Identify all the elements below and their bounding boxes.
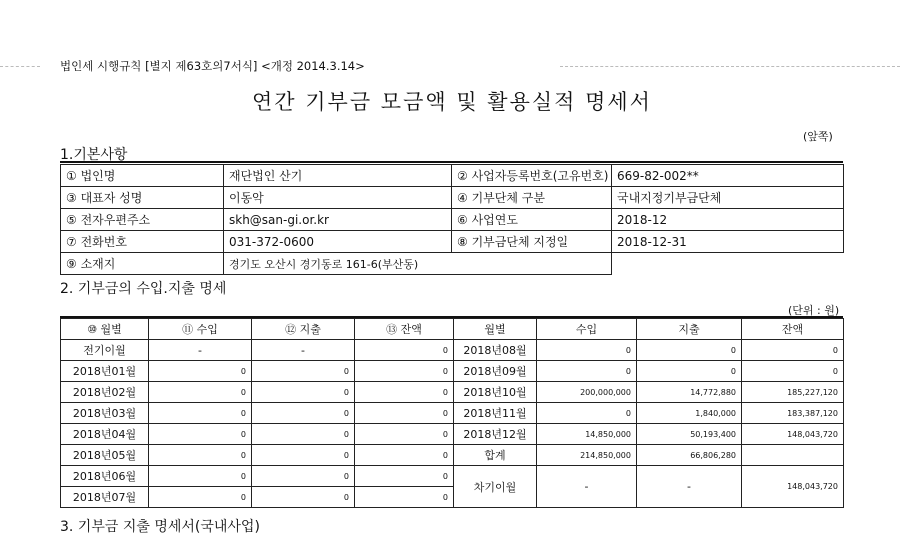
month-cell: 2018년02월: [61, 382, 149, 403]
table-row: [61, 424, 844, 445]
amount-cell: 185,227,120: [742, 382, 844, 403]
amount-cell: 0: [537, 340, 637, 361]
column-header: 수입: [537, 319, 637, 340]
address-value: 경기도 오산시 경기동로 161-6(부산동): [224, 253, 612, 275]
table-row: [61, 403, 844, 424]
amount-cell: 0: [355, 403, 454, 424]
field-value: 국내지정기부금단체: [612, 187, 844, 209]
field-label: ① 법인명: [61, 165, 224, 187]
amount-cell: 0: [149, 382, 252, 403]
amount-cell: 0: [149, 424, 252, 445]
amount-cell: 0: [252, 445, 355, 466]
field-label: ⑧ 기부금단체 지정일: [452, 231, 612, 253]
field-value: 031-372-0600: [224, 231, 452, 253]
carry-next-label: 차기이월: [454, 466, 537, 508]
amount-cell: 66,806,280: [637, 445, 742, 466]
month-cell: 2018년06월: [61, 466, 149, 487]
column-header: 잔액: [742, 319, 844, 340]
amount-cell: [742, 445, 844, 466]
amount-cell: 0: [252, 382, 355, 403]
basic-info-table: [60, 164, 844, 275]
section1-title: 1.기본사항: [60, 147, 128, 163]
month-cell: 2018년10월: [454, 382, 537, 403]
section3-title: 3. 기부금 지출 명세서(국내사업): [60, 519, 260, 535]
law-reference: 법인세 시행규칙 [별지 제63호의7서식] <개정 2014.3.14>: [60, 59, 365, 73]
amount-cell: 200,000,000: [537, 382, 637, 403]
table-row: [61, 340, 844, 361]
amount-cell: 183,387,120: [742, 403, 844, 424]
column-header: ⑪ 수입: [149, 319, 252, 340]
scan-dash-right: [560, 66, 900, 67]
amount-cell: 0: [149, 466, 252, 487]
amount-cell: 214,850,000: [537, 445, 637, 466]
amount-cell: 0: [252, 403, 355, 424]
month-cell: 2018년09월: [454, 361, 537, 382]
column-header: ⑫ 지출: [252, 319, 355, 340]
amount-cell: 0: [355, 424, 454, 445]
amount-cell: 0: [355, 466, 454, 487]
field-value: 재단법인 산기: [224, 165, 452, 187]
field-label: ② 사업자등록번호(고유번호): [452, 165, 612, 187]
field-label: ⑤ 전자우편주소: [61, 209, 224, 231]
month-cell: 2018년11월: [454, 403, 537, 424]
amount-cell: 0: [252, 466, 355, 487]
field-label: ⑦ 전화번호: [61, 231, 224, 253]
amount-cell: -: [252, 340, 355, 361]
month-cell: 2018년03월: [61, 403, 149, 424]
amount-cell: 0: [742, 361, 844, 382]
month-cell: 2018년04월: [61, 424, 149, 445]
field-value: 2018-12: [612, 209, 844, 231]
section1-rule: [60, 161, 843, 163]
table-header-row: [61, 319, 844, 340]
table-row: [61, 382, 844, 403]
page-side-label: (앞쪽): [803, 130, 833, 143]
month-cell: 2018년08월: [454, 340, 537, 361]
field-label: ⑨ 소재지: [61, 253, 224, 275]
amount-cell: 0: [252, 487, 355, 508]
amount-cell: 0: [252, 424, 355, 445]
month-cell: 합계: [454, 445, 537, 466]
month-cell: 2018년01월: [61, 361, 149, 382]
month-cell: 2018년05월: [61, 445, 149, 466]
amount-cell: 0: [149, 403, 252, 424]
field-value: 669-82-002**: [612, 165, 844, 187]
amount-cell: 0: [149, 487, 252, 508]
amount-cell: 0: [355, 340, 454, 361]
field-value: skh@san-gi.or.kr: [224, 209, 452, 231]
scan-dash-left: [0, 66, 40, 67]
amount-cell: 0: [637, 361, 742, 382]
basic-info-row: [61, 231, 844, 253]
field-value: 2018-12-31: [612, 231, 844, 253]
table-row: [61, 361, 844, 382]
carry-next-value: 148,043,720: [742, 466, 844, 508]
empty-cell: [612, 253, 844, 275]
document-title: 연간 기부금 모금액 및 활용실적 명세서: [252, 90, 652, 114]
basic-info-row-address: [61, 253, 844, 275]
unit-label: (단위 : 원): [788, 304, 840, 317]
amount-cell: 0: [252, 361, 355, 382]
amount-cell: 14,850,000: [537, 424, 637, 445]
section2-title: 2. 기부금의 수입.지출 명세: [60, 281, 227, 297]
amount-cell: 148,043,720: [742, 424, 844, 445]
field-label: ⑥ 사업연도: [452, 209, 612, 231]
amount-cell: 0: [537, 361, 637, 382]
amount-cell: 1,840,000: [637, 403, 742, 424]
income-expense-table: [60, 318, 844, 508]
carry-next-value: -: [537, 466, 637, 508]
field-label: ④ 기부단체 구분: [452, 187, 612, 209]
amount-cell: 50,193,400: [637, 424, 742, 445]
amount-cell: 0: [537, 403, 637, 424]
amount-cell: 0: [355, 487, 454, 508]
table-row: [61, 466, 844, 487]
column-header: ⑬ 잔액: [355, 319, 454, 340]
column-header: ⑩ 월별: [61, 319, 149, 340]
amount-cell: 0: [355, 361, 454, 382]
table-row: [61, 445, 844, 466]
column-header: 월별: [454, 319, 537, 340]
amount-cell: 0: [149, 445, 252, 466]
field-value: 이동악: [224, 187, 452, 209]
amount-cell: 0: [355, 382, 454, 403]
month-cell: 2018년07월: [61, 487, 149, 508]
basic-info-row: [61, 165, 844, 187]
field-label: ③ 대표자 성명: [61, 187, 224, 209]
amount-cell: 14,772,880: [637, 382, 742, 403]
amount-cell: 0: [637, 340, 742, 361]
month-cell: 2018년12월: [454, 424, 537, 445]
amount-cell: -: [149, 340, 252, 361]
carry-next-value: -: [637, 466, 742, 508]
column-header: 지출: [637, 319, 742, 340]
month-cell: 전기이월: [61, 340, 149, 361]
amount-cell: 0: [149, 361, 252, 382]
amount-cell: 0: [742, 340, 844, 361]
basic-info-row: [61, 209, 844, 231]
amount-cell: 0: [355, 445, 454, 466]
basic-info-row: [61, 187, 844, 209]
